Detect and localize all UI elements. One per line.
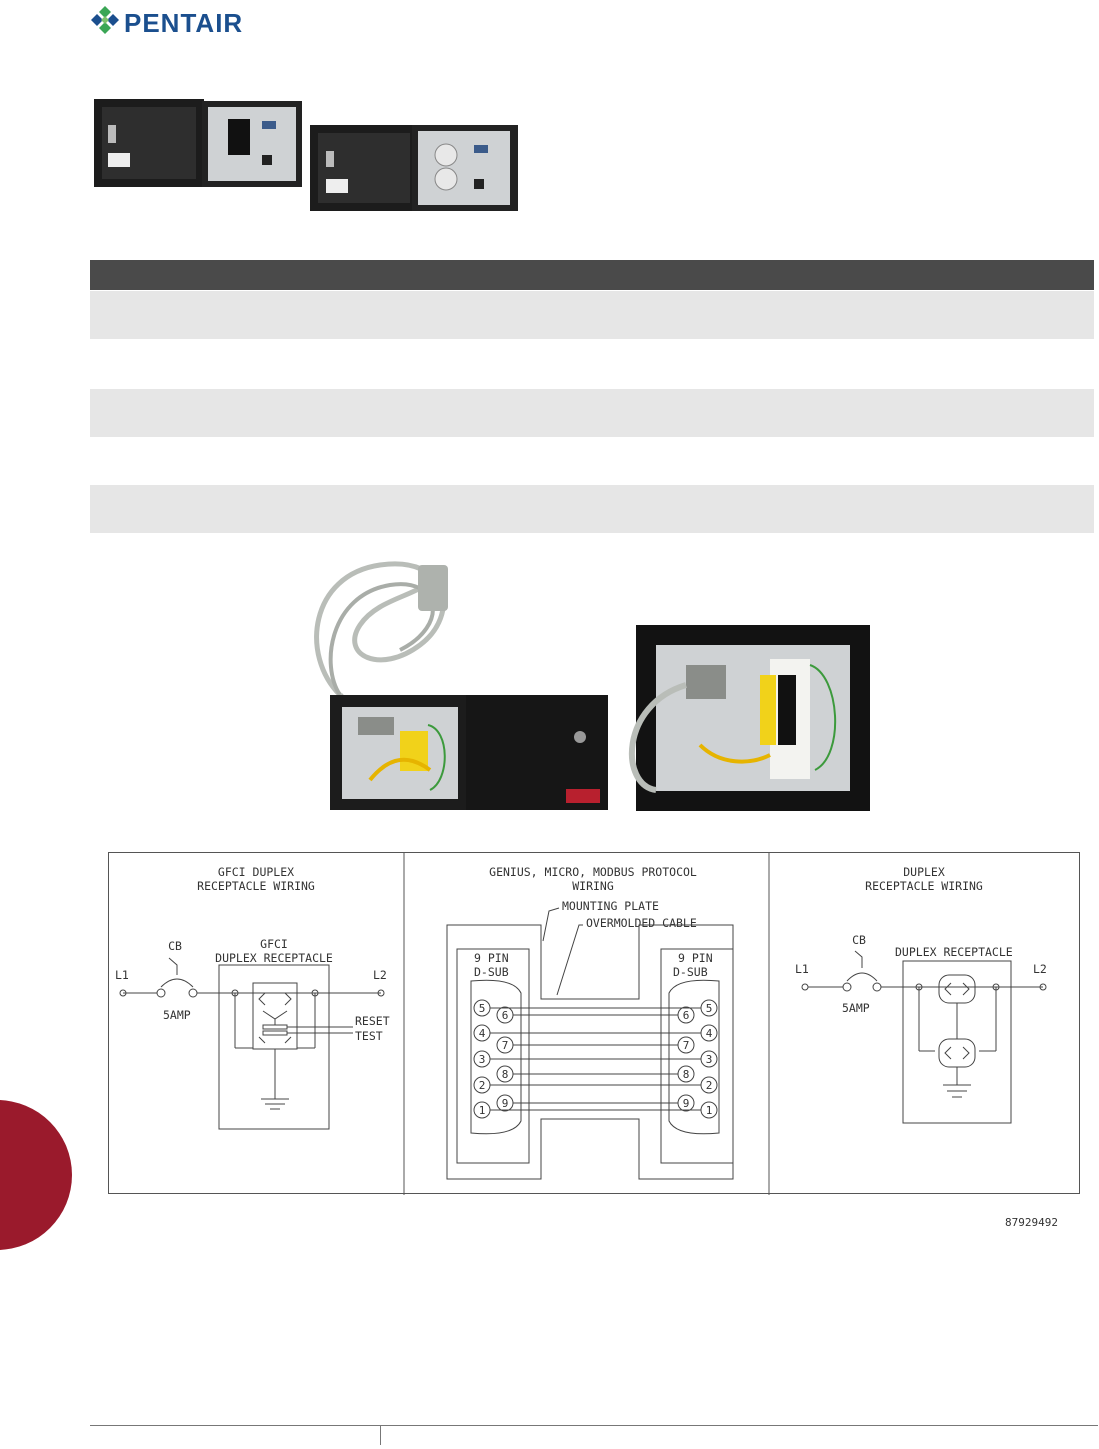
gfci-cb-label: CB xyxy=(168,939,182,953)
gfci-title-line2: RECEPTACLE WIRING xyxy=(197,879,315,893)
brand-name: PENTAIR xyxy=(124,8,244,38)
right-connector-label2: D-SUB xyxy=(673,965,708,979)
enclosure-photo-top xyxy=(90,95,530,215)
left-connector-label2: D-SUB xyxy=(474,965,509,979)
enclosure-photo-cable xyxy=(300,555,880,825)
pentair-logo xyxy=(88,4,258,40)
duplex-cb-label: CB xyxy=(852,933,866,947)
gfci-test-label: TEST xyxy=(355,1029,383,1043)
duplex-amp-label: 5AMP xyxy=(842,1001,870,1015)
duplex-title-line2: RECEPTACLE WIRING xyxy=(865,879,983,893)
gfci-receptacle-label2: DUPLEX RECEPTACLE xyxy=(215,951,333,965)
duplex-receptacle-label: DUPLEX RECEPTACLE xyxy=(895,945,1013,959)
pentair-diamond-icon xyxy=(88,4,122,40)
gfci-title-line1: GFCI DUPLEX xyxy=(217,865,295,879)
gfci-amp-label: 5AMP xyxy=(163,1008,191,1022)
gfci-wiring-diagram xyxy=(115,865,390,1129)
pin-label: 6 xyxy=(682,1009,690,1022)
duplex-title-line1: DUPLEX xyxy=(903,865,945,879)
pin-label: 1 xyxy=(705,1104,713,1117)
overmolded-cable-label: OVERMOLDED CABLE xyxy=(586,916,697,930)
protocol-wiring-diagram xyxy=(447,865,733,1179)
pin-label: 3 xyxy=(478,1053,486,1066)
gfci-l2-label: L2 xyxy=(373,968,387,982)
mounting-plate-label: MOUNTING PLATE xyxy=(562,899,659,913)
pin-label: 2 xyxy=(705,1079,713,1092)
pin-label: 2 xyxy=(478,1079,486,1092)
pin-label: 5 xyxy=(705,1002,713,1015)
table-header xyxy=(90,260,1094,290)
footer-divider-tick xyxy=(380,1425,381,1445)
pin-label: 4 xyxy=(478,1027,486,1040)
pin-label: 1 xyxy=(478,1104,486,1117)
gfci-reset-label: RESET xyxy=(355,1014,390,1028)
gfci-receptacle-label1: GFCI xyxy=(260,937,288,951)
duplex-wiring-diagram xyxy=(795,865,1047,1123)
pin-label: 6 xyxy=(501,1009,509,1022)
left-connector-label1: 9 PIN xyxy=(474,951,509,965)
table-row xyxy=(90,291,1094,339)
protocol-title-line1: GENIUS, MICRO, MODBUS PROTOCOL xyxy=(489,865,697,879)
pin-label: 8 xyxy=(682,1068,690,1081)
protocol-title-line2: WIRING xyxy=(572,879,614,893)
pin-label: 7 xyxy=(682,1039,690,1052)
wiring-diagram-panel xyxy=(108,852,1080,1194)
pin-label: 5 xyxy=(478,1002,486,1015)
right-connector-label1: 9 PIN xyxy=(678,951,713,965)
duplex-l1-label: L1 xyxy=(795,962,809,976)
section-tab xyxy=(0,1100,72,1250)
pin-label: 9 xyxy=(501,1097,509,1110)
pin-label: 7 xyxy=(501,1039,509,1052)
table-row xyxy=(90,485,1094,533)
pin-label: 9 xyxy=(682,1097,690,1110)
footer-divider xyxy=(90,1425,1098,1426)
pin-label: 4 xyxy=(705,1027,713,1040)
document-number: 87929492 xyxy=(1005,1216,1058,1229)
duplex-l2-label: L2 xyxy=(1033,962,1047,976)
table-row xyxy=(90,389,1094,437)
pin-label: 3 xyxy=(705,1053,713,1066)
pin-label: 8 xyxy=(501,1068,509,1081)
gfci-l1-label: L1 xyxy=(115,968,129,982)
